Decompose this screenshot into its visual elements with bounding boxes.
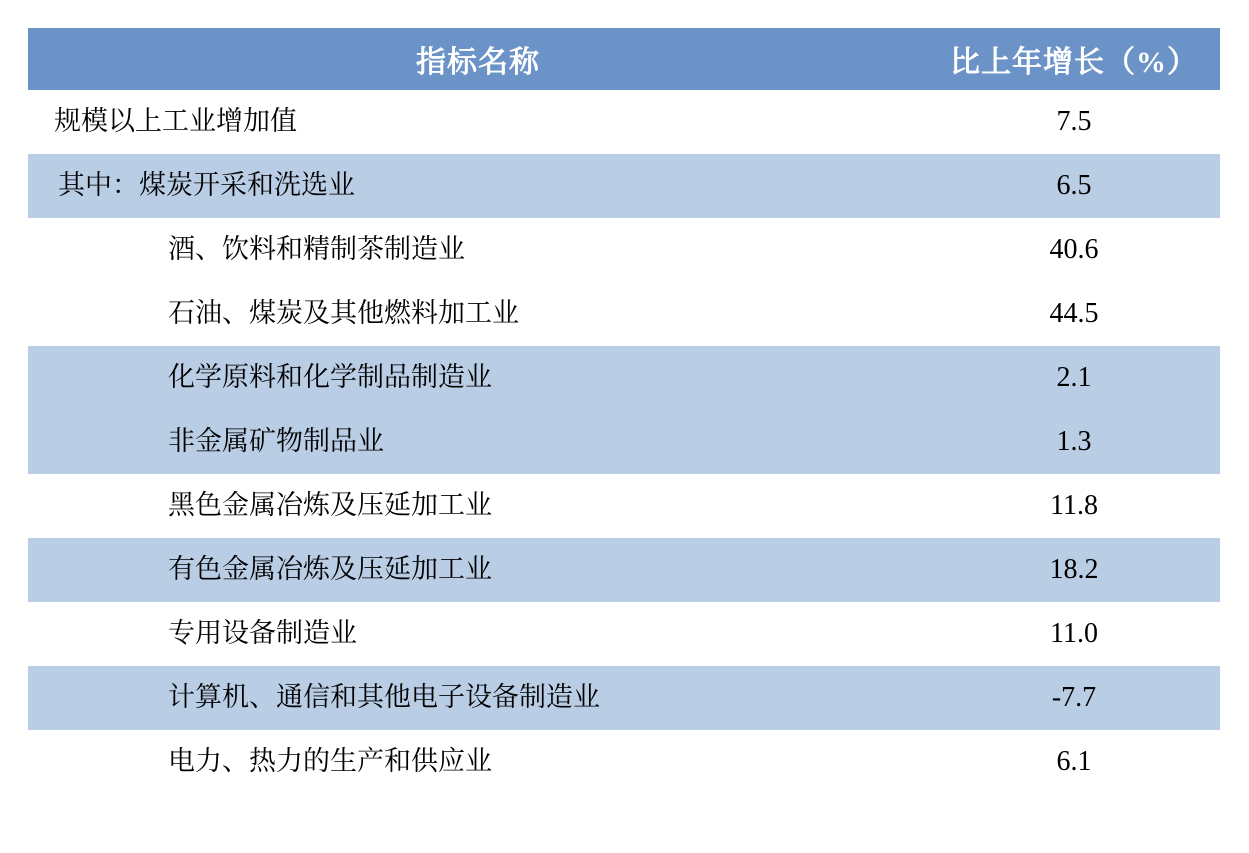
industry-growth-table bbox=[28, 28, 1220, 794]
table-row bbox=[28, 346, 1220, 410]
table-row bbox=[28, 410, 1220, 474]
table-row bbox=[28, 602, 1220, 666]
cell-indicator-name: 非金属矿物制品业 bbox=[28, 410, 928, 474]
cell-indicator-name: 规模以上工业增加值 bbox=[28, 90, 928, 154]
cell-indicator-name: 有色金属冶炼及压延加工业 bbox=[28, 538, 928, 602]
table-row bbox=[28, 90, 1220, 154]
cell-growth-rate: 7.5 bbox=[928, 90, 1220, 154]
table-row bbox=[28, 154, 1220, 218]
cell-growth-rate: 44.5 bbox=[928, 282, 1220, 346]
table-row bbox=[28, 666, 1220, 730]
cell-growth-rate: 18.2 bbox=[928, 538, 1220, 602]
cell-growth-rate: 40.6 bbox=[928, 218, 1220, 282]
cell-growth-rate: 6.5 bbox=[928, 154, 1220, 218]
table-row bbox=[28, 474, 1220, 538]
cell-growth-rate: 11.8 bbox=[928, 474, 1220, 538]
cell-indicator-name: 酒、饮料和精制茶制造业 bbox=[28, 218, 928, 282]
cell-indicator-name: 化学原料和化学制品制造业 bbox=[28, 346, 928, 410]
table-header-row bbox=[28, 28, 1220, 90]
table-row bbox=[28, 730, 1220, 794]
cell-indicator-name: 电力、热力的生产和供应业 bbox=[28, 730, 928, 794]
column-header-indicator-name: 指标名称 bbox=[28, 28, 928, 90]
cell-growth-rate: -7.7 bbox=[928, 666, 1220, 730]
cell-growth-rate: 2.1 bbox=[928, 346, 1220, 410]
cell-growth-rate: 6.1 bbox=[928, 730, 1220, 794]
cell-growth-rate: 11.0 bbox=[928, 602, 1220, 666]
cell-indicator-name: 计算机、通信和其他电子设备制造业 bbox=[28, 666, 928, 730]
table-row bbox=[28, 282, 1220, 346]
cell-growth-rate: 1.3 bbox=[928, 410, 1220, 474]
cell-indicator-name: 黑色金属冶炼及压延加工业 bbox=[28, 474, 928, 538]
table-row bbox=[28, 538, 1220, 602]
cell-indicator-name: 其中：煤炭开采和洗选业 bbox=[28, 154, 928, 218]
table-body bbox=[28, 90, 1220, 794]
table-row bbox=[28, 218, 1220, 282]
table-header bbox=[28, 28, 1220, 90]
cell-indicator-name: 石油、煤炭及其他燃料加工业 bbox=[28, 282, 928, 346]
page-bottom-cutoff bbox=[28, 836, 1220, 853]
cell-indicator-name: 专用设备制造业 bbox=[28, 602, 928, 666]
column-header-growth-rate: 比上年增长（%） bbox=[928, 28, 1220, 90]
